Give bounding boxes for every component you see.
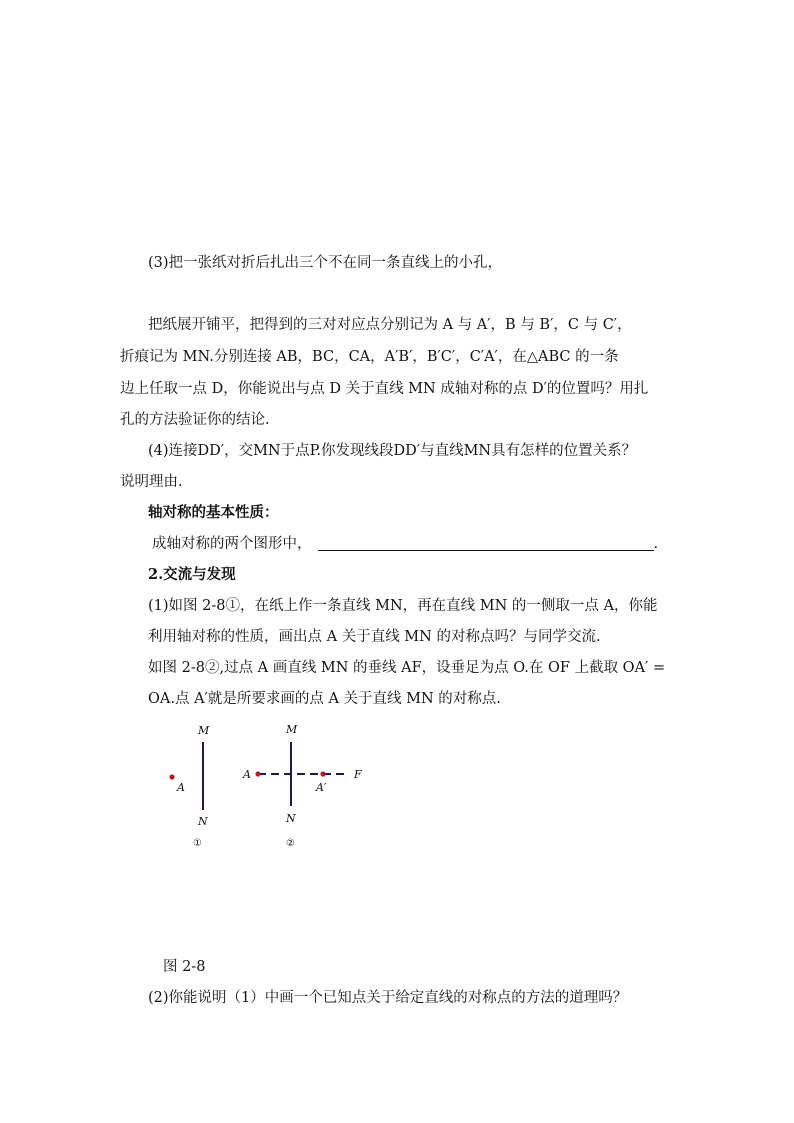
question-2: (2)你能说明（1）中画一个已知点关于给定直线的对称点的方法的道理吗？: [148, 990, 628, 1006]
label-n-1: N: [198, 815, 208, 828]
section-2-heading: 2.交流与发现: [148, 566, 236, 583]
label-m-2: M: [286, 723, 298, 736]
p3-line-1: 把纸展开铺平，把得到的三对对应点分别记为 A 与 A′，B 与 B′，C 与 C′，: [148, 317, 632, 333]
p3-line-4: 孔的方法验证你的结论.: [120, 412, 270, 428]
s2-line-4: OA.点 A′就是所要求画的点 A 关于直线 MN 的对称点.: [148, 691, 501, 707]
property-end: .: [653, 536, 659, 552]
label-n-2: N: [286, 812, 296, 825]
p3-title: (3)把一张纸对折后扎出三个不在同一条直线上的小孔，: [148, 255, 503, 271]
point-a-2: [255, 771, 260, 776]
p4-line-2: 说明理由.: [120, 474, 183, 490]
label-a-2: A: [243, 768, 251, 781]
label-f: F: [354, 768, 362, 781]
property-heading: 轴对称的基本性质：: [148, 504, 279, 521]
point-a-1: [169, 774, 174, 779]
s2-line-2: 利用轴对称的性质，画出点 A 关于直线 MN 的对称点吗？与同学交流.: [148, 629, 601, 645]
figure-2: [242, 723, 362, 849]
figure-1: [169, 724, 210, 849]
figure-2-number: ②: [286, 838, 295, 849]
figure-caption: 图 2-8: [163, 959, 206, 975]
label-a-prime: A′: [316, 781, 327, 794]
figure-1-number: ①: [193, 838, 202, 849]
label-a-1: A: [177, 781, 185, 794]
label-m-1: M: [198, 724, 210, 737]
p3-line-3: 边上任取一点 D，你能说出与点 D 关于直线 MN 成轴对称的点 D′的位置吗？用扎: [120, 381, 649, 397]
point-a-prime: [320, 771, 325, 776]
s2-line-3: 如图 2-8②,过点 A 画直线 MN 的垂线 AF，设垂足为点 O.在 OF 上截取 OA′ =: [148, 660, 666, 676]
p3-line-2: 折痕记为 MN.分别连接 AB，BC，CA，A′B′，B′C′，C′A′，在△ABC 的一条: [120, 349, 619, 365]
s2-line-1: (1)如图 2-8①，在纸上作一条直线 MN，再在直线 MN 的一侧取一点 A，你能: [148, 598, 658, 614]
p4-line-1: (4)连接DD′，交MN于点P.你发现线段DD′与直线MN具有怎样的位置关系？: [148, 443, 637, 459]
property-text: 成轴对称的两个图形中，: [152, 536, 312, 552]
